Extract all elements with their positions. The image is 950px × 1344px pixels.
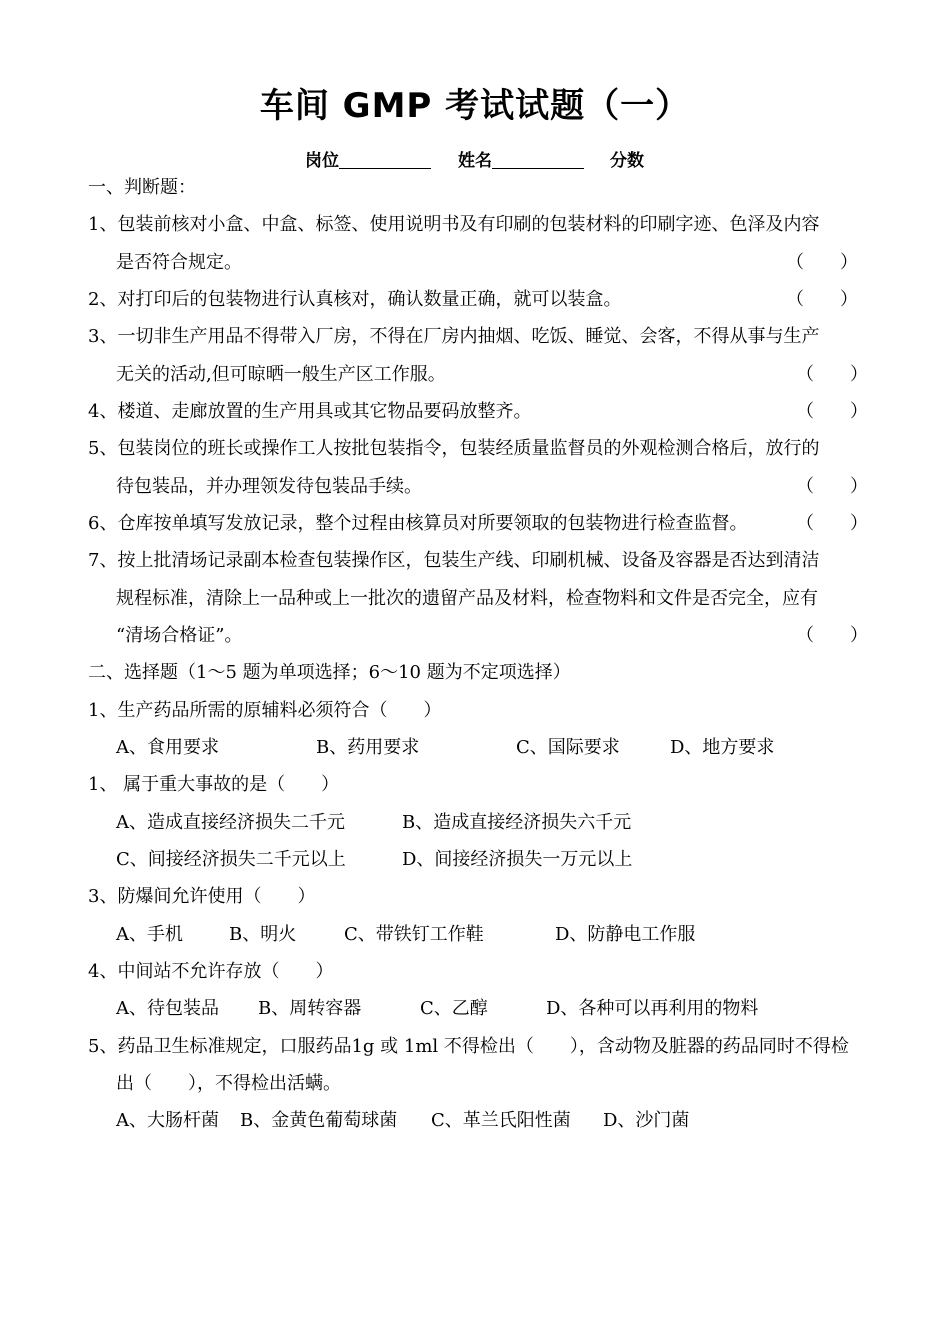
- section1-heading: 一、判断题：: [88, 177, 196, 198]
- score-label: 分数: [610, 151, 644, 171]
- judge-q2-line1: 2、对打印后的包装物进行认真核对，确认数量正确，就可以装盒。: [88, 289, 622, 310]
- choice-q1-option-b[interactable]: B、药用要求: [316, 737, 420, 758]
- judge-q2-answer[interactable]: （ ）: [786, 289, 858, 310]
- choice-q5-option-c[interactable]: C、革兰氏阳性菌: [431, 1110, 571, 1131]
- judge-q5-line2: 待包装品，并办理领发待包装品手续。: [116, 476, 422, 497]
- choice-q1-option-a[interactable]: A、食用要求: [116, 737, 219, 758]
- judge-q7-line1: 7、按上批清场记录副本检查包装操作区，包装生产线、印刷机械、设备及容器是否达到清洁: [88, 550, 820, 571]
- judge-q7-line2: 规程标准，清除上一品种或上一批次的遗留产品及材料，检查物料和文件是否完全，应有: [116, 588, 818, 609]
- post-label: 岗位: [305, 151, 339, 171]
- judge-q3-line1: 3、一切非生产用品不得带入厂房，不得在厂房内抽烟、吃饭、睡觉、会客，不得从事与生产: [88, 326, 820, 347]
- name-label: 姓名: [458, 151, 492, 171]
- judge-q1-answer[interactable]: （ ）: [786, 252, 858, 273]
- page-title: 车间 GMP 考试试题（一）: [259, 86, 691, 126]
- choice-q3-option-b[interactable]: B、明火: [229, 924, 297, 945]
- name-field: [458, 146, 584, 171]
- choice-q4-stem: 4、中间站不允许存放（ ）: [88, 961, 334, 982]
- choice-q2-option-b[interactable]: B、造成直接经济损失六千元: [402, 812, 632, 833]
- choice-q4-option-a[interactable]: A、待包装品: [116, 998, 219, 1019]
- choice-q1-option-d[interactable]: D、地方要求: [670, 737, 775, 758]
- choice-q3-option-a[interactable]: A、手机: [116, 924, 183, 945]
- judge-q3-answer[interactable]: （ ）: [796, 364, 868, 385]
- choice-q3-option-c[interactable]: C、带铁钉工作鞋: [344, 924, 484, 945]
- choice-q3-stem: 3、防爆间允许使用（ ）: [88, 886, 316, 907]
- choice-q2-option-a[interactable]: A、造成直接经济损失二千元: [116, 812, 345, 833]
- judge-q4-line1: 4、楼道、走廊放置的生产用具或其它物品要码放整齐。: [88, 401, 532, 422]
- judge-q1-line1: 1、包装前核对小盒、中盒、标签、使用说明书及有印刷的包装材料的印刷字迹、色泽及内容: [88, 214, 820, 235]
- judge-q7-answer[interactable]: （ ）: [796, 625, 868, 646]
- choice-q4-option-d[interactable]: D、各种可以再利用的物料: [546, 998, 759, 1019]
- choice-q4-option-c[interactable]: C、乙醇: [420, 998, 488, 1019]
- choice-q5-line1: 5、药品卫生标准规定，口服药品1g 或 1ml 不得检出（ ），含动物及脏器的药品同时不得检: [88, 1036, 849, 1057]
- judge-q4-answer[interactable]: （ ）: [796, 401, 868, 422]
- choice-q3-option-d[interactable]: D、防静电工作服: [555, 924, 696, 945]
- section2-heading: 二、选择题（1～5 题为单项选择；6～10 题为不定项选择）: [88, 662, 571, 683]
- judge-q7-line3: “清场合格证”。: [116, 625, 243, 646]
- judge-q5-answer[interactable]: （ ）: [796, 476, 868, 497]
- post-blank[interactable]: [339, 151, 431, 169]
- post-field: [305, 146, 431, 171]
- judge-q5-line1: 5、包装岗位的班长或操作工人按批包装指令，包装经质量监督员的外观检测合格后，放行的: [88, 438, 820, 459]
- score-field: [610, 146, 644, 171]
- choice-q2-option-d[interactable]: D、间接经济损失一万元以上: [402, 849, 633, 870]
- choice-q1-option-c[interactable]: C、国际要求: [516, 737, 620, 758]
- choice-q4-option-b[interactable]: B、周转容器: [258, 998, 362, 1019]
- choice-q2-option-c[interactable]: C、间接经济损失二千元以上: [116, 849, 346, 870]
- judge-q1-line2: 是否符合规定。: [116, 252, 242, 273]
- judge-q3-line2: 无关的活动,但可晾晒一般生产区工作服。: [116, 364, 446, 385]
- choice-q5-option-a[interactable]: A、大肠杆菌: [116, 1110, 219, 1131]
- choice-q5-option-b[interactable]: B、金黄色葡萄球菌: [240, 1110, 398, 1131]
- judge-q6-line1: 6、仓库按单填写发放记录，整个过程由核算员对所要领取的包装物进行检查监督。: [88, 513, 748, 534]
- choice-q5-option-d[interactable]: D、沙门菌: [603, 1110, 690, 1131]
- choice-q5-line2: 出（ ），不得检出活螨。: [116, 1073, 341, 1094]
- choice-q1-stem: 1、生产药品所需的原辅料必须符合（ ）: [88, 700, 442, 721]
- name-blank[interactable]: [492, 151, 584, 169]
- judge-q6-answer[interactable]: （ ）: [796, 513, 868, 534]
- choice-q2-stem: 1、 属于重大事故的是（ ）: [88, 774, 340, 795]
